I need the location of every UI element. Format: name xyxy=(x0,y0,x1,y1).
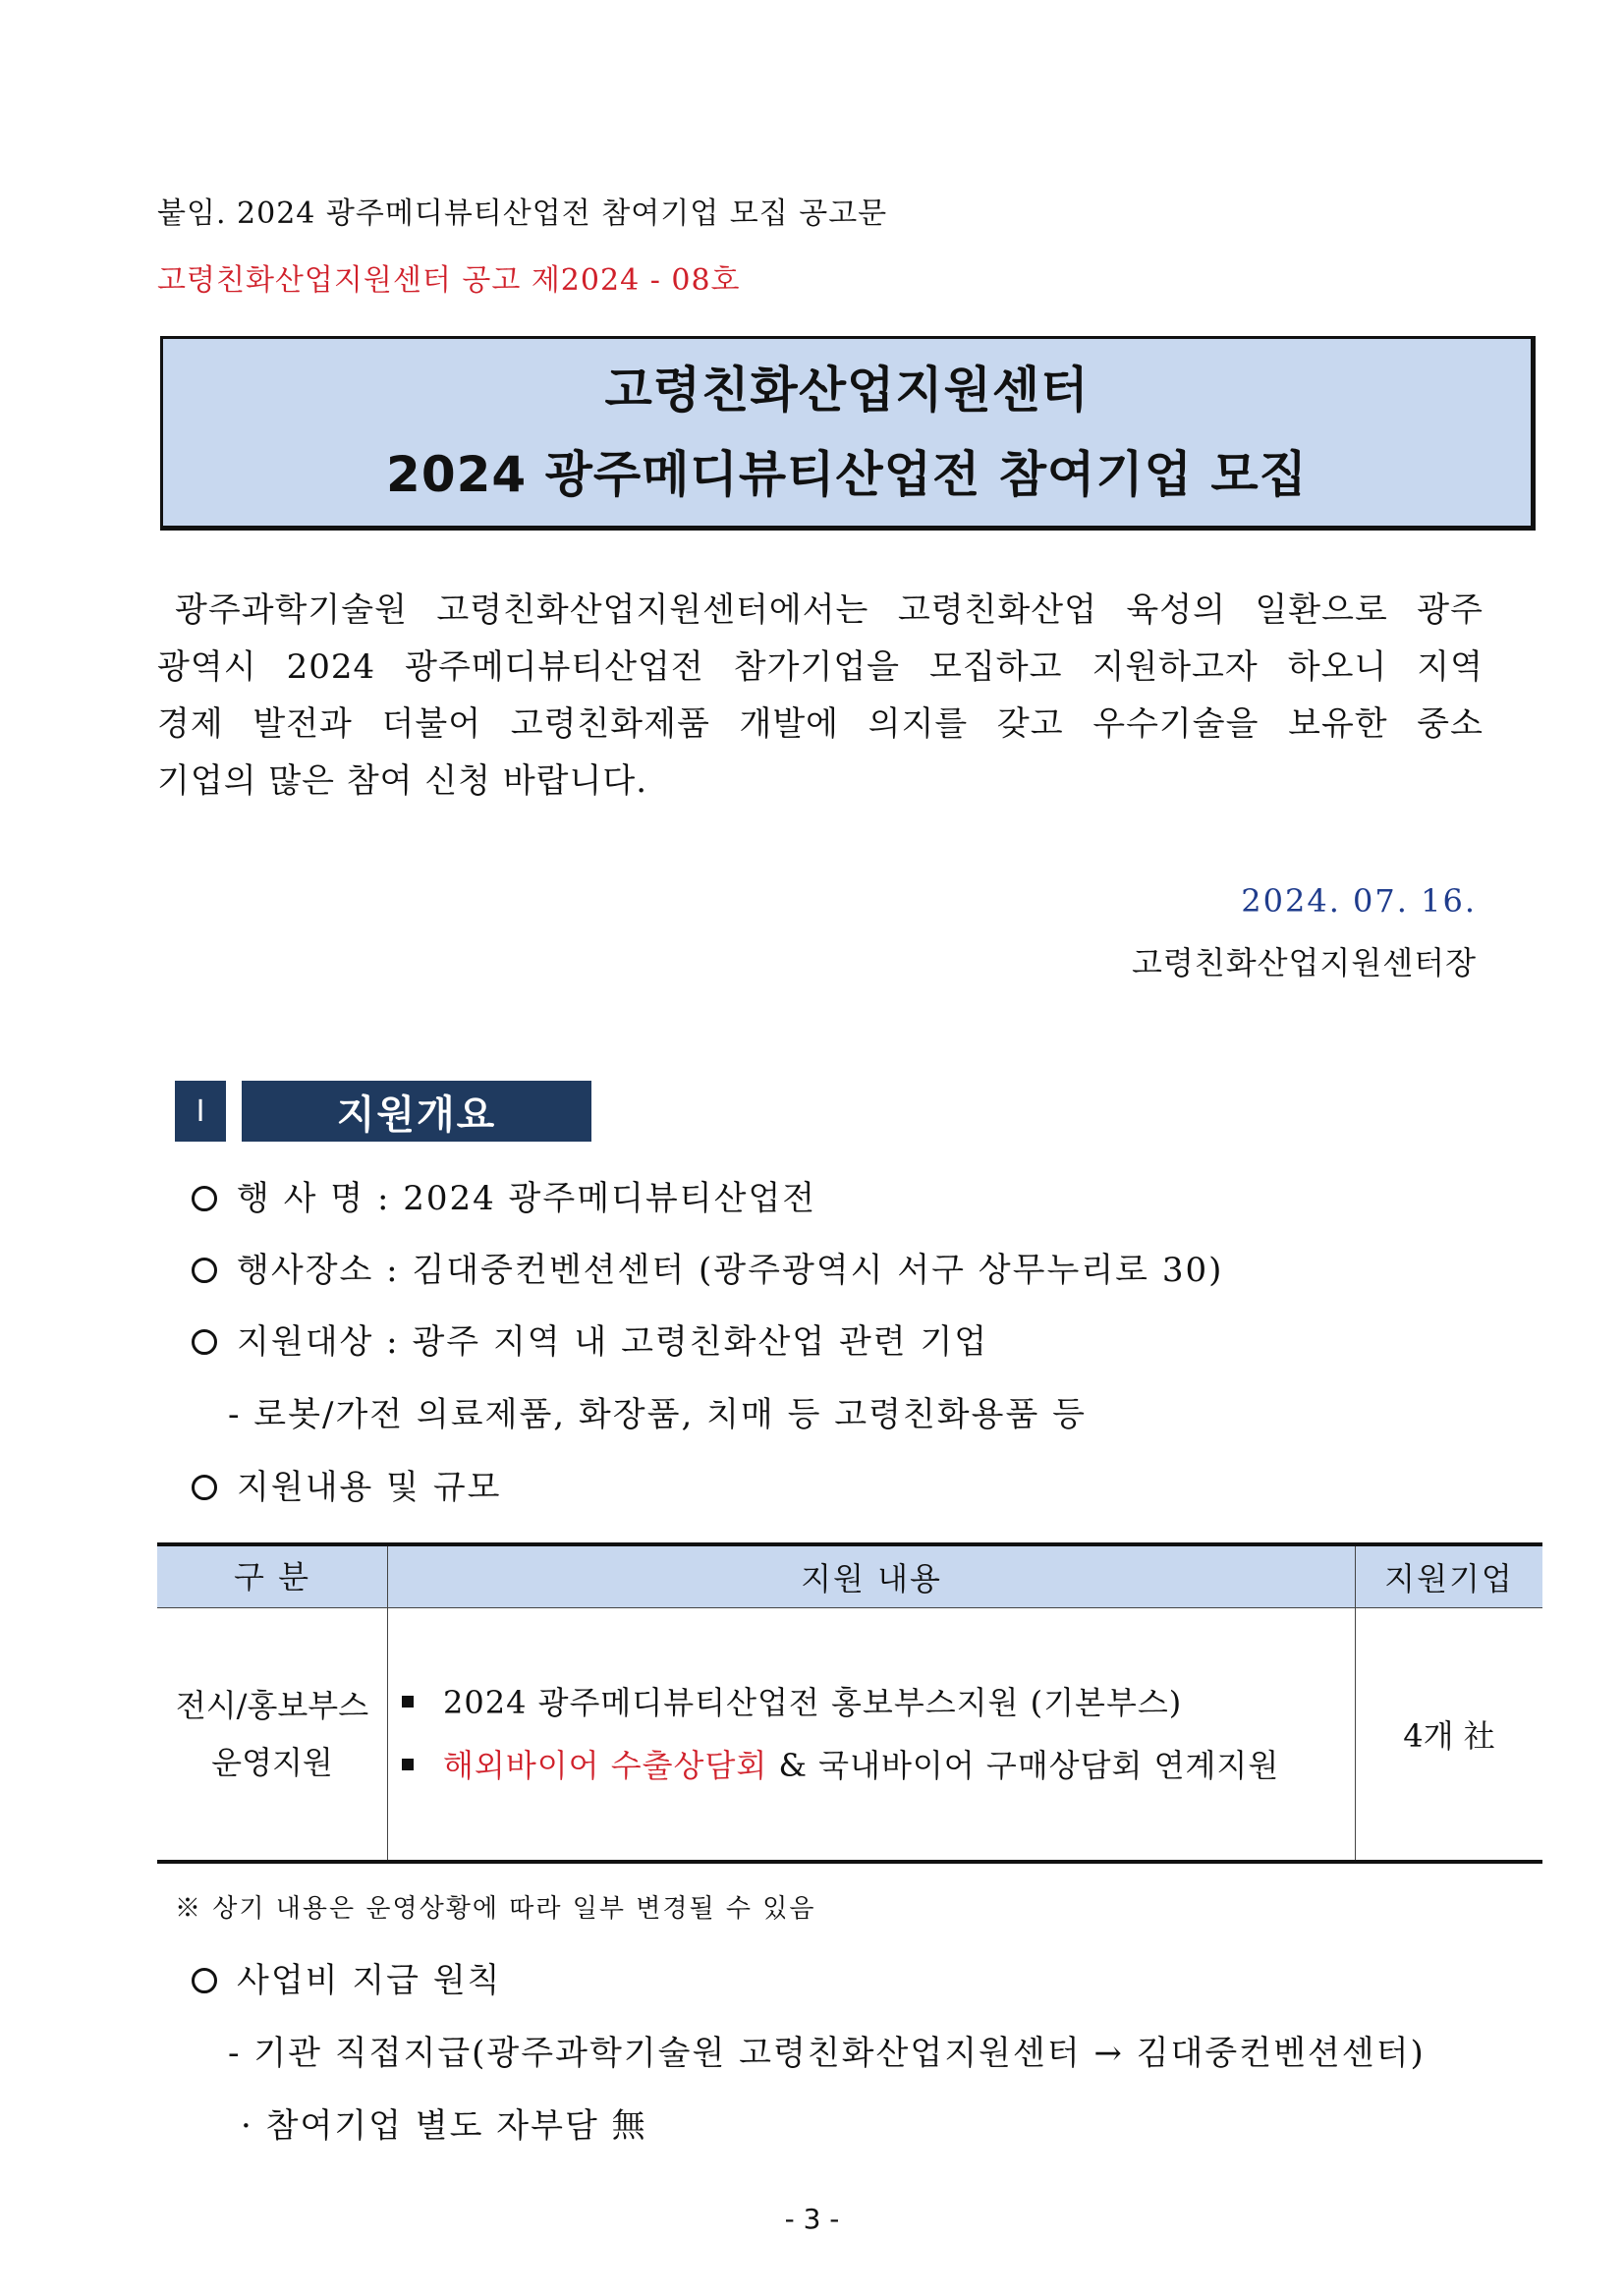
title-line-1: 고령친화산업지원센터 xyxy=(604,362,1090,419)
intro-line: 경제 발전과 더불어 고령친화제품 개발에 의지를 갖고 우수기술을 보유한 중소 xyxy=(157,704,1484,744)
intro-paragraph xyxy=(157,582,1484,810)
payment-sub-1: - 기관 직접지급(광주과학기술원 고령친화산업지원센터 → 김대중컨벤션센터) xyxy=(228,2034,1426,2073)
bullet-event-name: 행 사 명 : 2024 광주메디뷰티산업전 xyxy=(192,1171,816,1219)
circle-bullet-icon xyxy=(192,1475,217,1500)
bullet-venue: 행사장소 : 김대중컨벤션센터 (광주광역시 서구 상무누리로 30) xyxy=(192,1243,1223,1291)
bullet-payment: 사업비 지급 원칙 xyxy=(192,1953,502,2001)
payment-sub-2: · 참여기업 별도 자부담 無 xyxy=(241,2106,647,2146)
table-header: 구 분 xyxy=(157,1544,388,1608)
issuer-signature: 고령친화산업지원센터장 xyxy=(1131,944,1477,981)
footnote: ※ 상기 내용은 운영상황에 따라 일부 변경될 수 있음 xyxy=(175,1894,816,1924)
title-line-2: 2024 광주메디뷰티산업전 참여기업 모집 xyxy=(386,446,1308,503)
circle-bullet-icon xyxy=(192,1329,217,1355)
content-item: 2024 광주메디뷰티산업전 홍보부스지원 (기본부스) xyxy=(402,1671,1354,1734)
section-title: 지원개요 xyxy=(242,1081,591,1142)
target-sub-item: - 로봇/가전 의료제품, 화장품, 치매 등 고령친화용품 등 xyxy=(228,1395,1087,1434)
table-cell-count: 4개 社 xyxy=(1356,1608,1543,1863)
table-cell-content xyxy=(388,1608,1356,1863)
table-header: 지원 내용 xyxy=(388,1544,1356,1608)
title-box xyxy=(160,336,1536,531)
intro-line: 기업의 많은 참여 신청 바랍니다. xyxy=(157,761,648,801)
attachment-line: 붙임. 2024 광주메디뷰티산업전 참여기업 모집 공고문 xyxy=(157,196,888,231)
table-row xyxy=(157,1608,1542,1863)
page-number: - 3 - xyxy=(784,2203,840,2235)
announcement-date: 2024. 07. 16. xyxy=(1241,882,1477,920)
bullet-support-heading: 지원내용 및 규모 xyxy=(192,1460,502,1508)
intro-line: 광주과학기술원 고령친화산업지원센터에서는 고령친화산업 육성의 일환으로 광주 xyxy=(175,590,1484,630)
table-header: 지원기업 xyxy=(1356,1544,1543,1608)
content-item: 해외바이어 수출상담회 & 국내바이어 구매상담회 연계지원 xyxy=(402,1734,1354,1797)
circle-bullet-icon xyxy=(192,1968,217,1993)
square-bullet-icon xyxy=(402,1696,414,1708)
circle-bullet-icon xyxy=(192,1186,217,1211)
section-number: Ⅰ xyxy=(175,1081,226,1142)
bullet-target: 지원대상 : 광주 지역 내 고령친화산업 관련 기업 xyxy=(192,1315,988,1363)
table-header-row xyxy=(157,1544,1542,1608)
circle-bullet-icon xyxy=(192,1258,217,1283)
support-table xyxy=(157,1542,1542,1864)
table-cell-category: 전시/홍보부스 운영지원 xyxy=(157,1608,388,1863)
square-bullet-icon xyxy=(402,1759,414,1770)
intro-line: 광역시 2024 광주메디뷰티산업전 참가기업을 모집하고 지원하고자 하오니 지역 xyxy=(157,647,1484,687)
notice-number: 고령친화산업지원센터 공고 제2024 - 08호 xyxy=(157,263,741,298)
